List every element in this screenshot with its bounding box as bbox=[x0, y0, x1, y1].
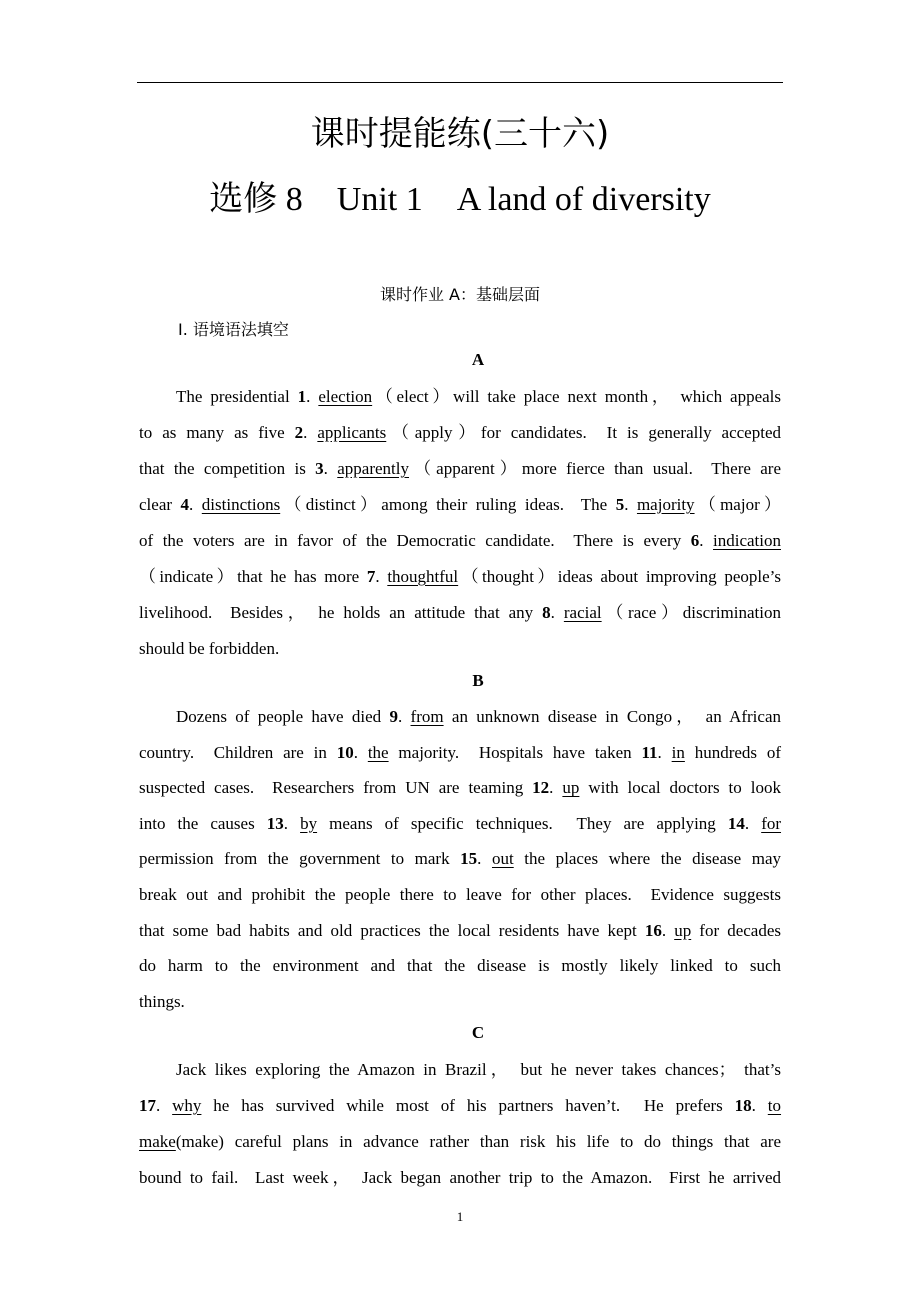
question-number: 4 bbox=[180, 495, 190, 514]
passage-b bbox=[139, 699, 781, 1019]
answer-blank: to bbox=[767, 1096, 782, 1115]
passage-text: (make) careful plans in advance rather than risk his life to do things that are bbox=[175, 1132, 781, 1151]
answer-blank: indication bbox=[713, 531, 781, 550]
text-line bbox=[139, 735, 781, 771]
passage-text: . bbox=[189, 495, 202, 514]
answer-blank: why bbox=[172, 1096, 202, 1115]
text-line bbox=[139, 559, 781, 595]
text-line bbox=[139, 415, 781, 451]
passage-text: （distinct）among their ruling ideas. The bbox=[280, 495, 616, 514]
part-heading: Ⅰ. 语境语法填空 bbox=[178, 320, 289, 339]
text-line bbox=[139, 379, 781, 415]
text-line bbox=[139, 913, 781, 949]
text-line bbox=[139, 841, 781, 877]
question-number: 1 bbox=[297, 387, 307, 406]
answer-blank: majority bbox=[636, 495, 695, 514]
text-line bbox=[139, 487, 781, 523]
answer-blank: applicants bbox=[317, 423, 387, 442]
answer-blank: racial bbox=[563, 603, 602, 622]
passage-text: Jack likes exploring the Amazon in Brazil， but he never takes chances； that’s bbox=[176, 1060, 781, 1079]
text-line bbox=[139, 1160, 781, 1196]
passage-text: of the voters are in favor of the Democratic candidate. There is every bbox=[139, 531, 691, 550]
passage-text: . bbox=[303, 423, 318, 442]
question-number: 17 bbox=[139, 1096, 156, 1115]
passage-text: . bbox=[375, 567, 388, 586]
passage-text: （elect）will take place next month， which appeals bbox=[372, 387, 781, 406]
passage-text: hundreds of bbox=[684, 742, 782, 762]
question-number: 3 bbox=[315, 459, 324, 478]
answer-blank: distinctions bbox=[201, 495, 281, 514]
passage-text: （apparent）more fierce than usual. There are bbox=[409, 459, 781, 478]
passage-text: . bbox=[751, 1096, 768, 1115]
text-line bbox=[139, 984, 781, 1020]
section-letter: B bbox=[472, 671, 484, 690]
passage-text: suspected cases. Researchers from UN are teaming bbox=[139, 778, 533, 798]
question-number: 10 bbox=[336, 742, 354, 762]
question-number: 9 bbox=[389, 707, 398, 726]
text-line bbox=[139, 523, 781, 559]
passage-text: . bbox=[549, 778, 563, 798]
passage-text: the places where the disease may bbox=[513, 849, 782, 869]
passage-text: . bbox=[156, 1096, 173, 1115]
passage-text: an unknown disease in Congo， an African bbox=[443, 707, 781, 726]
passage-text: with local doctors to look bbox=[579, 778, 781, 798]
passage-text: break out and prohibit the people there to leave for other places. Evidence suggests bbox=[139, 884, 781, 904]
page-subtitle: 选修 8 Unit 1 A land of diversity bbox=[209, 181, 711, 218]
passage-text: . bbox=[624, 495, 637, 514]
passage-text: . bbox=[353, 742, 368, 762]
passage-text: bound to fail. Last week， Jack began another trip to the Amazon. First he arrived bbox=[139, 1168, 781, 1187]
passage-text: （indicate）that he has more bbox=[139, 567, 367, 586]
question-number: 6 bbox=[690, 531, 700, 550]
passage-text: permission from the government to mark bbox=[139, 849, 461, 869]
assignment-heading: 课时作业 A：基础层面 bbox=[379, 285, 541, 304]
answer-blank: up bbox=[674, 920, 692, 940]
question-number: 18 bbox=[734, 1096, 752, 1115]
question-number: 16 bbox=[644, 920, 662, 940]
passage-text: he has survived while most of his partners haven’t. He prefers bbox=[201, 1096, 735, 1115]
passage-text: . bbox=[661, 920, 675, 940]
answer-blank: for bbox=[761, 813, 782, 833]
section-letter: C bbox=[471, 1023, 485, 1042]
passage-text: . bbox=[283, 813, 301, 833]
text-line bbox=[139, 877, 781, 913]
passage-a bbox=[139, 379, 781, 667]
passage-text: means of specific techniques. They are applying bbox=[317, 813, 728, 833]
answer-blank: the bbox=[367, 742, 389, 762]
question-number: 8 bbox=[542, 603, 551, 622]
passage-text: The presidential bbox=[176, 387, 298, 406]
passage-text: . bbox=[657, 742, 672, 762]
passage-text: majority. Hospitals have taken bbox=[388, 742, 642, 762]
text-line bbox=[139, 1088, 781, 1124]
answer-blank: thoughtful bbox=[387, 567, 459, 586]
question-number: 11 bbox=[641, 742, 658, 762]
page-number: 1 bbox=[456, 1209, 464, 1224]
answer-blank: from bbox=[410, 707, 444, 726]
question-number: 2 bbox=[294, 423, 304, 442]
header-rule bbox=[137, 82, 783, 83]
passage-text: that the competition is bbox=[139, 459, 316, 478]
passage-text: （race）discrimination bbox=[601, 603, 781, 622]
question-number: 5 bbox=[615, 495, 625, 514]
text-line bbox=[139, 948, 781, 984]
question-number: 14 bbox=[727, 813, 745, 833]
answer-blank: election bbox=[318, 387, 373, 406]
passage-text: （apply）for candidates. It is generally accepted bbox=[386, 423, 781, 442]
question-number: 12 bbox=[532, 778, 550, 798]
text-line bbox=[139, 451, 781, 487]
answer-blank: in bbox=[671, 742, 685, 762]
text-line bbox=[139, 770, 781, 806]
answer-blank: by bbox=[300, 813, 318, 833]
passage-text: . bbox=[699, 531, 714, 550]
question-number: 7 bbox=[366, 567, 376, 586]
passage-text: clear bbox=[139, 495, 181, 514]
page-title: 课时提能练(三十六) bbox=[310, 114, 610, 154]
answer-blank: up bbox=[562, 778, 580, 798]
text-line bbox=[139, 631, 781, 667]
passage-text: . bbox=[323, 459, 338, 478]
question-number: 15 bbox=[460, 849, 478, 869]
passage-text: . bbox=[477, 849, 492, 869]
passage-text: （thought）ideas about improving people’s bbox=[458, 567, 781, 586]
passage-c bbox=[139, 1052, 781, 1196]
passage-text: livelihood. Besides， he holds an attitude that any bbox=[139, 603, 543, 622]
passage-text: to as many as five bbox=[139, 423, 295, 442]
section-letter: A bbox=[471, 350, 485, 369]
passage-text: . bbox=[550, 603, 564, 622]
text-line bbox=[139, 806, 781, 842]
passage-text: should be forbidden. bbox=[139, 639, 280, 658]
answer-blank: make bbox=[139, 1132, 176, 1151]
passage-text: . bbox=[306, 387, 319, 406]
passage-text: . bbox=[397, 707, 411, 726]
question-number: 13 bbox=[266, 813, 284, 833]
passage-text: . bbox=[744, 813, 762, 833]
passage-text: country. Children are in bbox=[139, 742, 337, 762]
passage-text: into the causes bbox=[139, 813, 267, 833]
text-line bbox=[139, 699, 781, 735]
passage-text: Dozens of people have died bbox=[176, 707, 390, 726]
answer-blank: out bbox=[491, 849, 514, 869]
passage-text: things. bbox=[139, 991, 185, 1011]
passage-text: that some bad habits and old practices the local residents have kept bbox=[139, 920, 645, 940]
passage-text: （major） bbox=[694, 495, 781, 514]
text-line bbox=[139, 595, 781, 631]
text-line bbox=[139, 1124, 781, 1160]
answer-blank: apparently bbox=[337, 459, 409, 478]
text-line bbox=[139, 1052, 781, 1088]
passage-text: for decades bbox=[691, 920, 781, 940]
passage-text: do harm to the environment and that the disease is mostly likely linked to such bbox=[139, 956, 781, 976]
